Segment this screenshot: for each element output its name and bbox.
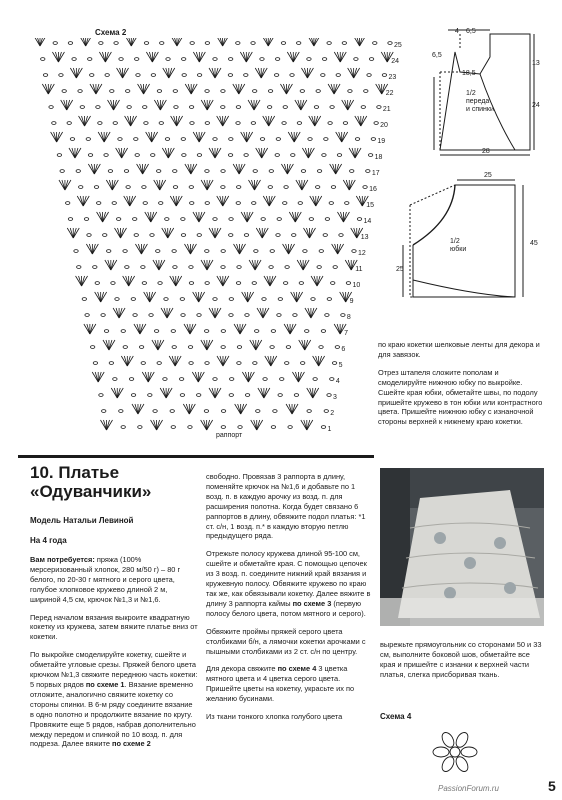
col2-p2-text: Отрежьте полосу кружева длиной 95-100 см, сшейте и обметайте края. С помощью цепочек из 3 возд. п. соедините нижний край вязания и кружевную полосу. Обвяжите кружево по краю так же, как обвязывали кокетку. Далее вяжите в длину 3 раппорта каймы [206, 549, 371, 608]
row-number: 1 [327, 426, 332, 433]
dim-25-side: 25 [396, 266, 404, 273]
col2-paragraph-1: свободно. Провязав 3 раппорта в длину, поменяйте крючок на №1,6 и добавьте по 1 возд. п. в каждую арочку из возд. п. для расширения полотна. Когда будет связано 6 раппортов в длину, обвяжите подол платья: *1 ст. с/н, 1 возд. п.* в каждую вторую петлю предыдущего ряда. [206, 472, 366, 541]
col2-p2-scheme-ref: по схеме 3 [292, 598, 332, 608]
dim-6-5-side: 6,5 [432, 52, 442, 59]
dim-18-5: 18,5 [462, 70, 476, 77]
watermark: PassionForum.ru [438, 784, 499, 793]
dress-photo [380, 468, 544, 626]
dim-25-top: 25 [484, 172, 492, 179]
row-number: 6 [341, 346, 346, 353]
col2-paragraph-3: Обвяжите проймы пряжей серого цвета столбиками б/н, а лямочки кокетки арочками с пышными столбиками из 2 ст. с/н по центру. [206, 626, 366, 656]
col1-p2-text: По выкройке смоделируйте кокетку, сшейте и обметайте угловые срезы. Пряжей белого цвета крючком №1,3 свяжите переднюю часть кокетки: 5 порвых рядов [30, 650, 198, 689]
row-number: 23 [388, 74, 397, 81]
col1-p2-scheme-ref-2: по схеме 2 [112, 739, 151, 749]
col1-p2-scheme-ref: по схеме 1 [85, 679, 125, 689]
dim-13: 13 [532, 60, 540, 67]
right-paragraph-2: Отрез штапеля сложите пополам и смоделируйте нижнюю юбку по выкройке. Сшейте края юбки, обметайте швы, по подолу пришейте кружево в тон юбки или контрастного цвета. Пришейте нижнюю юбку с изнаночной стороны верхней к нижнему краю кокетки. [378, 367, 543, 427]
row-number: 22 [385, 90, 394, 97]
row-number: 21 [382, 106, 391, 113]
materials-heading: Вам потребуется: [30, 555, 95, 564]
dim-6-5-top: 6,5 [466, 28, 476, 35]
right-text-block [378, 340, 544, 435]
article-author: Модель Натальи Левиной [30, 516, 134, 525]
scheme2-label: Схема 2 [95, 28, 127, 37]
row-number: 11 [355, 266, 363, 273]
dim-4: 4 [455, 28, 459, 35]
row-number: 8 [346, 314, 351, 321]
row-number: 4 [335, 378, 340, 385]
row-number: 24 [391, 58, 400, 65]
col2-p4-text: Для декора свяжите [206, 664, 278, 674]
page-number: 5 [548, 778, 556, 794]
row-number: 13 [360, 234, 369, 241]
row-number: 14 [363, 218, 372, 225]
row-number: 16 [369, 186, 377, 193]
row-number: 17 [371, 170, 380, 177]
col1-p2-text-cont: . Вязание временно отложите, аналогично свяжите кокетку со стороны спинки. В 6-м ряду соедините вязание в одно полотно и продолжите вязание по кругу. Провяжите еще 5 рядов, набрав дополнительно между передом и спинкой по 10 возд. п. для подреза. Далее вяжите [30, 679, 196, 749]
article-column-1 [30, 555, 198, 757]
section-divider [18, 455, 374, 458]
col2-p4-text-cont: 3 цветка мятного цвета и 4 цветка серого цвета. Пришейте цветы на кокетку, украсьте их по желанию бусинами. [206, 664, 355, 704]
row-number: 3 [333, 394, 337, 401]
materials-text: пряжа (100% мерсеризованный хлопок, 280 м/50 г) – 80 г белого, по 20-30 г мятного и серого цвета, голубое хлопковое кружево длиной 2 м, шириной 4,5 см, крючок №1,3 и №1,6. [30, 555, 181, 604]
col3-paragraph-1: вырежьте прямоугольник со сторонами 50 и 33 см, выполните боковой шов, обметайте все края и пришейте с изнанки к верхней части платья, слегка присборивая ткань. [380, 640, 542, 679]
repeat-label: раппорт [216, 432, 243, 439]
article-column-2 [206, 472, 372, 730]
dim-24: 24 [532, 102, 540, 109]
bodice-caption: 1/2 переда и спинки [466, 90, 494, 113]
row-number: 2 [330, 410, 335, 417]
row-number: 5 [338, 362, 343, 369]
row-number: 9 [349, 298, 354, 305]
article-column-3 [380, 640, 544, 688]
article-age: На 4 года [30, 536, 67, 545]
row-number: 15 [366, 202, 375, 209]
dim-28: 28 [482, 148, 490, 155]
col1-paragraph-1: Перед началом вязания выкроите квадратную кокетку из кружева, затем вяжите платье вниз от кокетки. [30, 612, 198, 642]
scheme4-flower-chart [428, 722, 483, 782]
row-number: 10 [352, 282, 361, 289]
row-number: 20 [380, 122, 388, 129]
right-paragraph-1: по краю кокетки шелковые ленты для декора и для завязок. [378, 340, 540, 359]
row-number: 12 [357, 250, 366, 257]
col2-p4-scheme-ref: по схеме 4 [277, 664, 317, 674]
row-number: 25 [394, 42, 402, 49]
crochet-chart-scheme2 [30, 38, 400, 443]
col2-p2-text-cont: (первую полосу белого цвета, потом мятного и серого). [206, 598, 366, 618]
dim-45: 45 [530, 240, 538, 247]
article-title: 10. Платье «Одуванчики» [30, 463, 152, 501]
skirt-caption: 1/2 юбки [450, 238, 467, 253]
row-number: 19 [377, 138, 386, 145]
row-number: 7 [344, 330, 349, 337]
col2-paragraph-5: Из ткани тонкого хлопка голубого цвета [206, 712, 343, 722]
scheme4-label: Схема 4 [380, 712, 412, 721]
row-number: 18 [374, 154, 383, 161]
